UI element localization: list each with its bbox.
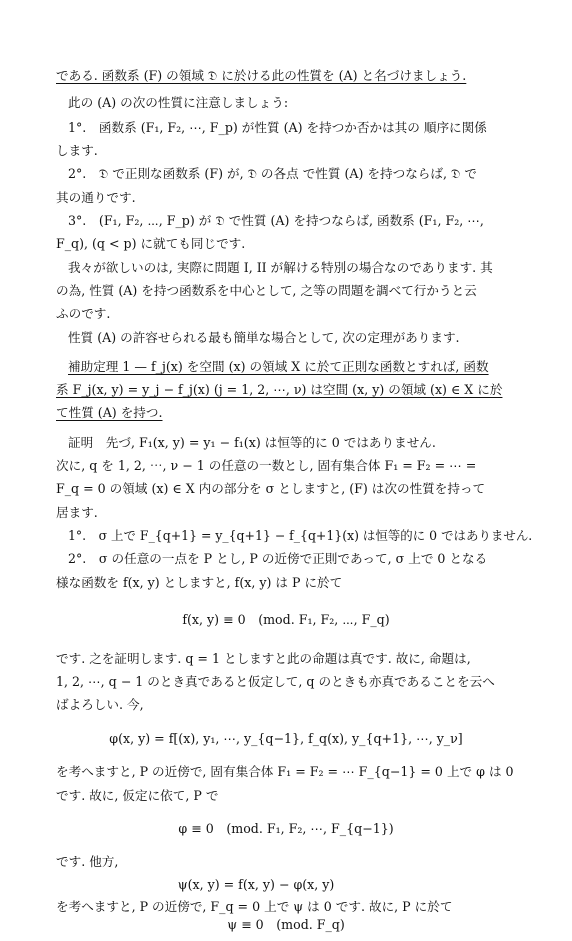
text-line: の為, 性質 (A) を持つ函数系を中心として, 之等の問題を調べて行かうと云 — [56, 282, 477, 298]
text-line: 其の通りです. — [56, 189, 136, 205]
text-line: F_q), (q < p) に就ても同じです. — [56, 236, 246, 252]
text-line: F_q = 0 の領域 (x) ∈ X 内の部分を σ としますと, (F) は次の性質を持って — [56, 481, 486, 497]
equation: φ ≡ 0 (mod. F₁, F₂, ⋯, F_{q−1}) — [178, 820, 394, 836]
text-line: です. 之を証明します. q = 1 としますと此の命題は真です. 故に, 命題は, — [56, 650, 471, 666]
text-line: ばよろしい. 今, — [56, 697, 144, 713]
text-line: します. — [56, 142, 98, 158]
text-line: 次に, q を 1, 2, ⋯, ν − 1 の任意の一数とし, 固有集合体 F₁ = F₂ = ⋯ = — [56, 457, 477, 473]
text-line: を考へますと, P の近傍で, F_q = 0 上で ψ は 0 です. 故に, P に於て — [56, 898, 453, 914]
text-line: ふのです. — [56, 306, 111, 322]
text-line: 此の (A) の次の性質に注意しましょう: — [68, 95, 289, 111]
equation: φ(x, y) = f[(x), y₁, ⋯, y_{q−1}, f_q(x), y_{q+1}, ⋯, y_ν] — [109, 731, 463, 747]
text-line: 2°. 𝔇 で正則な函数系 (F) が, 𝔇 の各点 で性質 (A) を持つならば, 𝔇 で — [68, 166, 477, 182]
text-line: 3°. (F₁, F₂, ⋯, F_p) が 𝔇 で性質 (A) を持つならば, 函数系 (F₁, F₂, ⋯, — [68, 212, 484, 228]
equation: ψ(x, y) = f(x, y) − φ(x, y) — [177, 877, 335, 893]
lemma-line: 補助定理 1 — f_j(x) を空間 (x) の領域 X に於て正則な函数とすれば, 函数 — [68, 358, 489, 374]
text-line: 居ます. — [56, 504, 98, 520]
text-line: 1°. 函数系 (F₁, F₂, ⋯, F_p) が性質 (A) を持つか否かは其の 順序に関係 — [68, 119, 487, 135]
text-line: 1°. σ 上で F_{q+1} = y_{q+1} − f_{q+1}(x) は恒等的に 0 ではありません. — [68, 527, 533, 543]
text-line: 性質 (A) の許容せられる最も簡単な場合として, 次の定理があります. — [68, 329, 460, 345]
text-line: 我々が欲しいのは, 実際に問題 I, II が解ける特別の場合なのであります. 其 — [68, 259, 493, 275]
text-line: 1, 2, ⋯, q − 1 のとき真であると仮定して, q のときも亦真であることを云へ — [56, 673, 495, 689]
lemma-line: 系 F_j(x, y) = y_j − f_j(x) (j = 1, 2, ⋯, ν) は空間 (x, y) の領域 (x) ∈ X に於 — [56, 382, 503, 398]
text-line: 証明 先づ, F₁(x, y) = y₁ − f₁(x) は恒等的に 0 ではありません. — [68, 434, 436, 450]
text-line: 2°. σ の任意の一点を P とし, P の近傍で正則であって, σ 上で 0 となる — [68, 551, 488, 567]
text-line: を考へますと, P の近傍で, 固有集合体 F₁ = F₂ = ⋯ F_{q−1} = 0 上で φ は 0 — [56, 764, 514, 780]
text-line: 様な函数を f(x, y) としますと, f(x, y) は P に於て — [56, 574, 343, 590]
text-line: です. 故に, 仮定に依て, P で — [56, 787, 219, 803]
equation: ψ ≡ 0 (mod. F_q) — [227, 917, 345, 932]
equation: f(x, y) ≡ 0 (mod. F₁, F₂, ⋯, F_q) — [182, 611, 390, 627]
text-line: です. 他方, — [56, 853, 119, 869]
text-line: である. 函数系 (F) の領域 𝔇 に於ける此の性質を (A) と名づけましょう. — [56, 68, 467, 83]
lemma-line: て性質 (A) を持つ. — [56, 405, 163, 421]
